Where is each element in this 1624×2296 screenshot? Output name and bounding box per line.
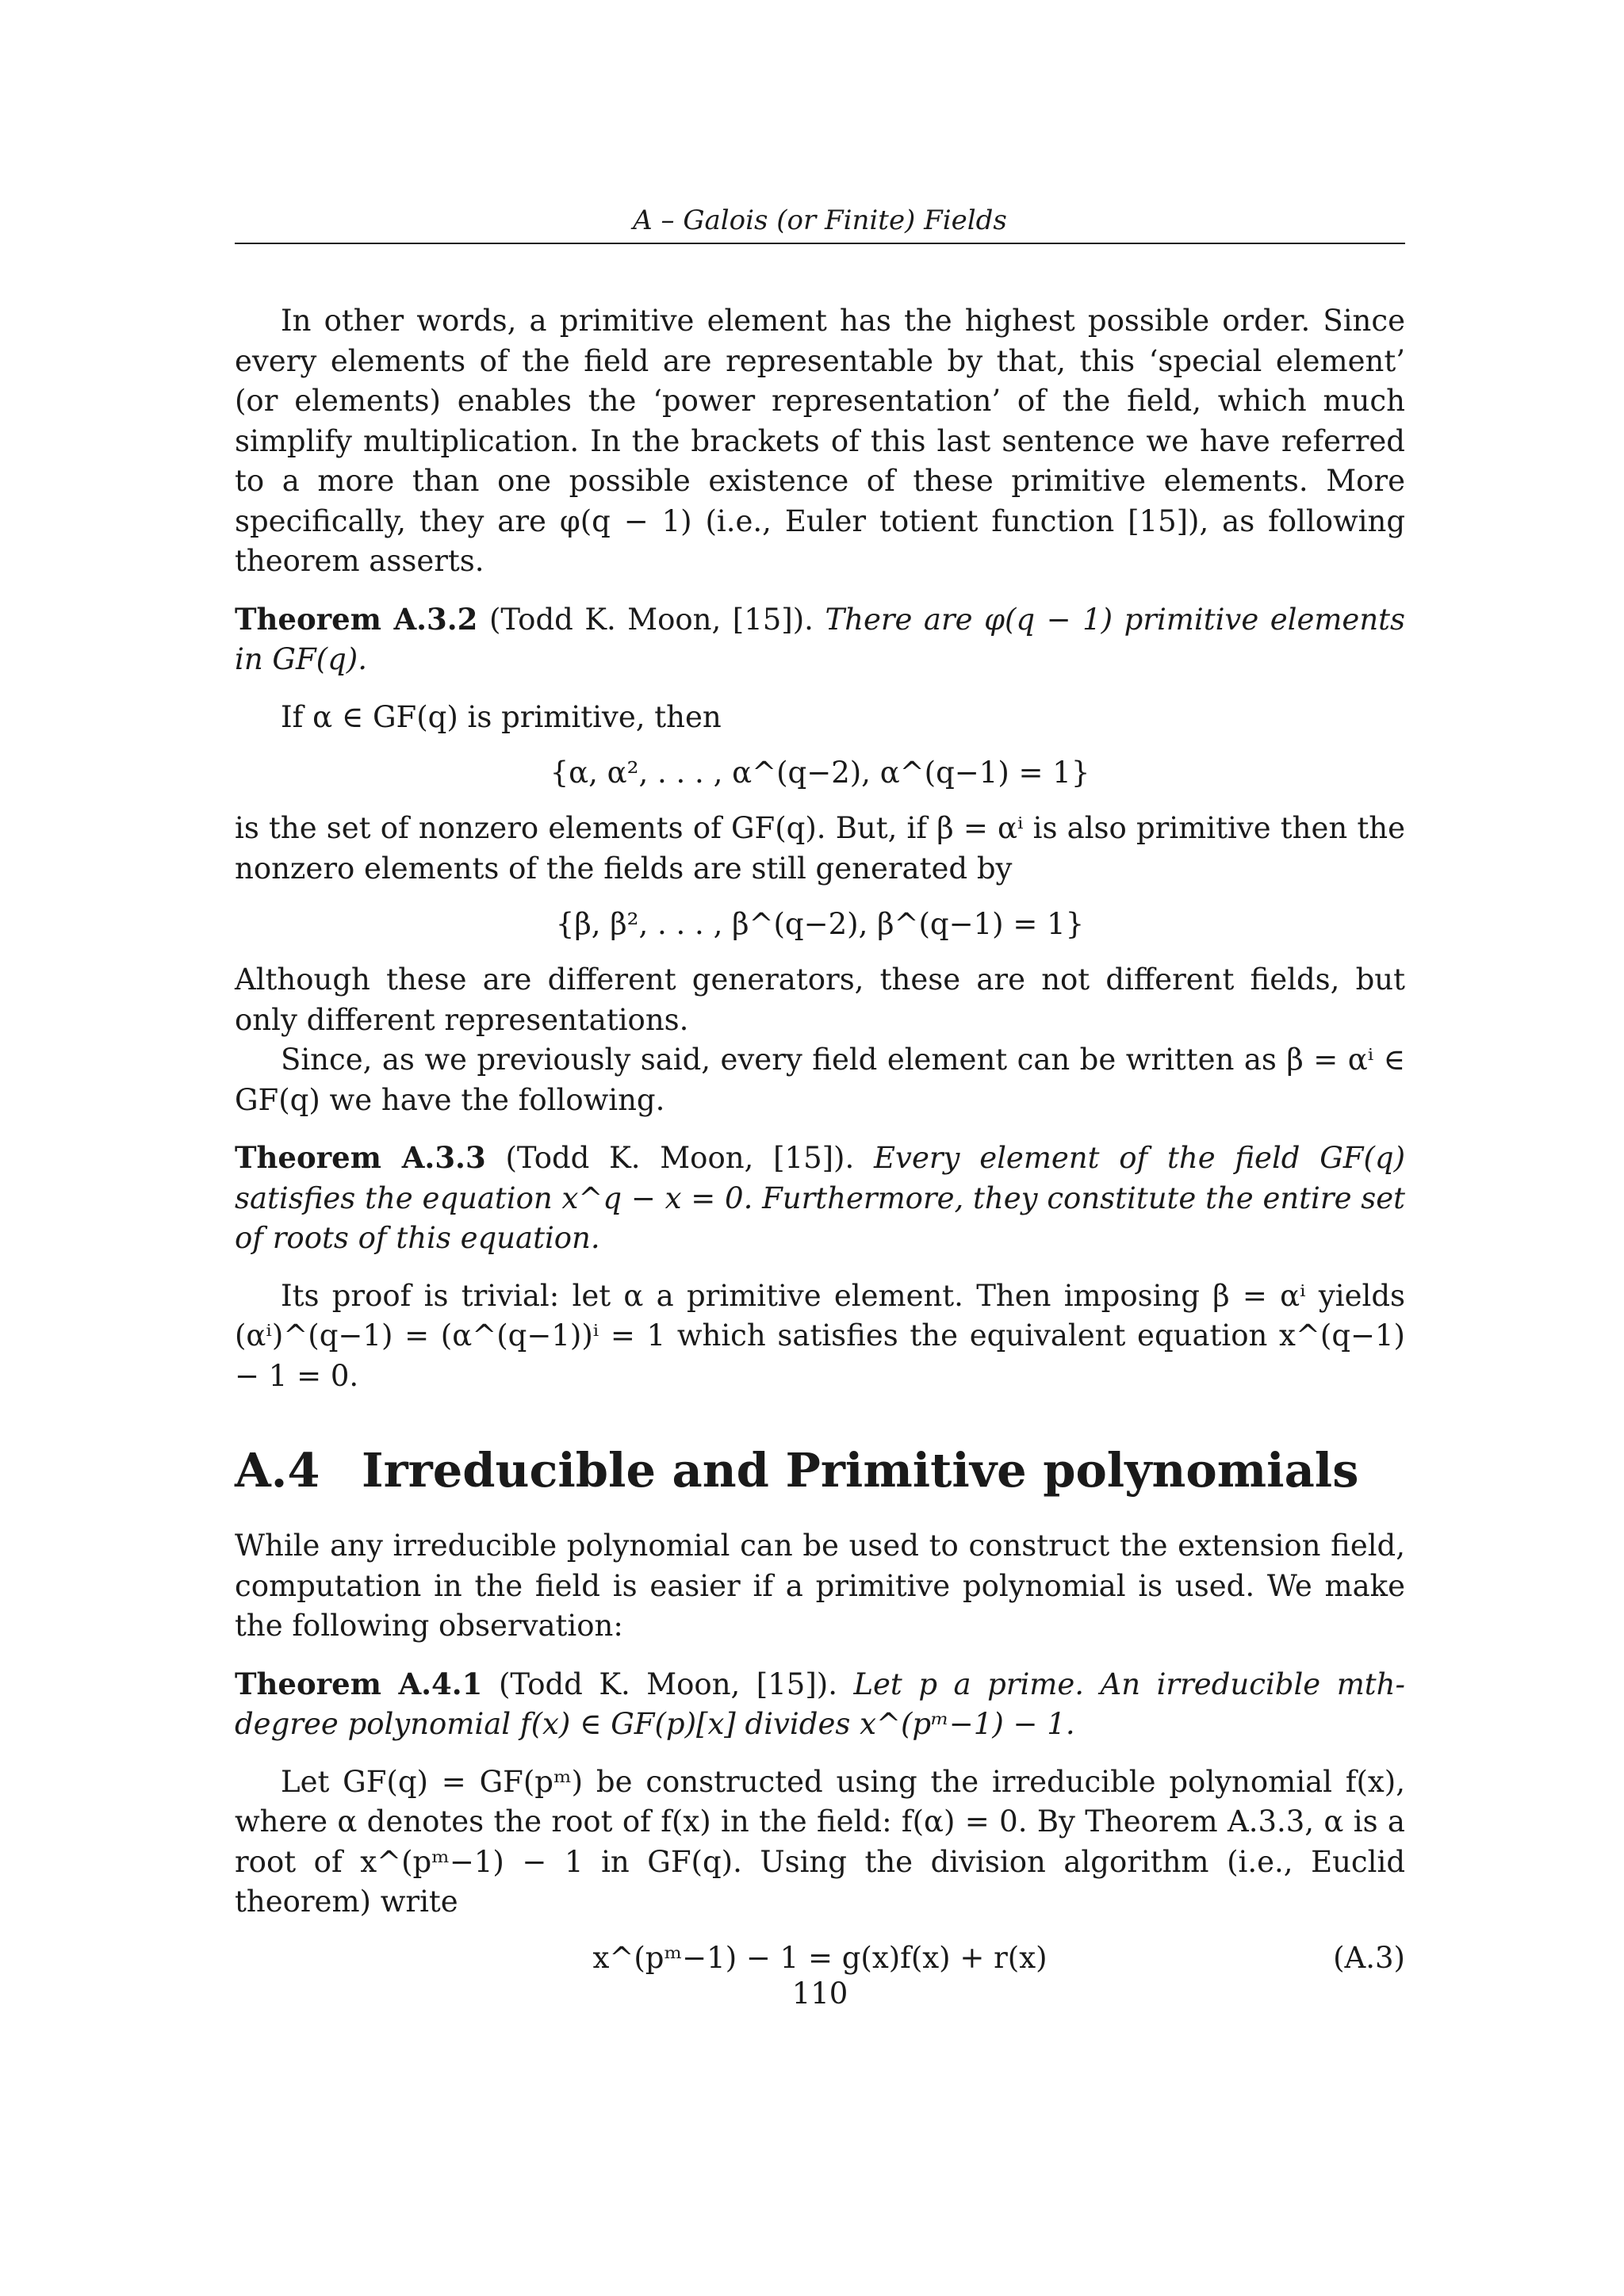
section-title: Irreducible and Primitive polynomials: [362, 1443, 1359, 1498]
paragraph-primitive-element: In other words, a primitive element has the highest possible order. Since every elements of the field are representable by that, this ‘special element’ (or elements) enables the ‘power representation’ of the field, which much simplify multiplication. In the brackets of this last sentence we have referred to a more than one possible existence of these primitive elements. More specifically, they are φ(q − 1) (i.e., Euler totient function [15]), as following theorem asserts.: [235, 304, 1405, 578]
theorem-attribution: (Todd K. Moon, [15]).: [498, 1667, 837, 1701]
equation-alpha-set: {α, α², . . . , α^(q−2), α^(q−1) = 1}: [550, 756, 1090, 790]
equation-number: (A.3): [1333, 1940, 1405, 1975]
theorem-a-4-1: [235, 1664, 1405, 1745]
theorem-statement: There are φ(q − 1) primitive elements in GF(q).: [235, 602, 1406, 676]
theorem-attribution: (Todd K. Moon, [15]).: [505, 1141, 855, 1175]
theorem-a-3-3: [235, 1138, 1405, 1259]
theorem-attribution: (Todd K. Moon, [15]).: [488, 602, 814, 637]
paragraph-construction: Let GF(q) = GF(pᵐ) be constructed using the irreducible polynomial f(x), where α denotes the root of f(x) in the field: f(α) = 0. By Theorem A.3.3, α is a root of x^(pᵐ−1) − 1 in GF(q). Using the division algorithm (i.e., Euclid theorem) write: [235, 1764, 1405, 1919]
theorem-statement: Every element of the field GF(q) satisfies the equation x^q − x = 0. Furthermore, they constitute the entire set of roots of this equation.: [235, 1141, 1406, 1255]
paragraph-field-element: Since, as we previously said, every field element can be written as β = αⁱ ∈ GF(q) we have the following.: [235, 1043, 1405, 1117]
theorem-label: Theorem A.4.1: [235, 1666, 483, 1701]
section-number: A.4: [235, 1443, 320, 1498]
paragraph-proof: Its proof is trivial: let α a primitive element. Then imposing β = αⁱ yields (αⁱ)^(q−1) = (α^(q−1))ⁱ = 1 which satisfies the equivalent equation x^(q−1) − 1 = 0.: [235, 1278, 1405, 1393]
paragraph-irreducible-polynomial: While any irreducible polynomial can be used to construct the extension field, computation in the field is easier if a primitive polynomial is used. We make the following observation:: [235, 1529, 1405, 1643]
paragraph-if-primitive: If α ∈ GF(q) is primitive, then: [281, 699, 722, 734]
paragraph-different-generators: Although these are different generators, these are not different fields, but only different representations.: [235, 962, 1405, 1037]
theorem-a-3-2: [235, 599, 1405, 680]
page-body: [235, 301, 1405, 1994]
equation-beta-set: {β, β², . . . , β^(q−2), β^(q−1) = 1}: [555, 907, 1085, 941]
page-number: 110: [791, 1976, 848, 2011]
theorem-label: Theorem A.3.2: [235, 601, 478, 637]
theorem-statement: Let p a prime. An irreducible mth-degree polynomial f(x) ∈ GF(p)[x] divides x^(pᵐ−1) − 1.: [235, 1667, 1405, 1741]
theorem-label: Theorem A.3.3: [235, 1140, 486, 1175]
paragraph-nonzero-elements: is the set of nonzero elements of GF(q). But, if β = αⁱ is also primitive then the nonzero elements of the fields are still generated by: [235, 811, 1405, 886]
document-page: [235, 0, 1405, 2296]
running-header: A – Galois (or Finite) Fields: [633, 205, 1007, 236]
equation-body: x^(pᵐ−1) − 1 = g(x)f(x) + r(x): [592, 1940, 1048, 1975]
header-rule: [235, 243, 1405, 244]
section-heading: [235, 1442, 1405, 1499]
